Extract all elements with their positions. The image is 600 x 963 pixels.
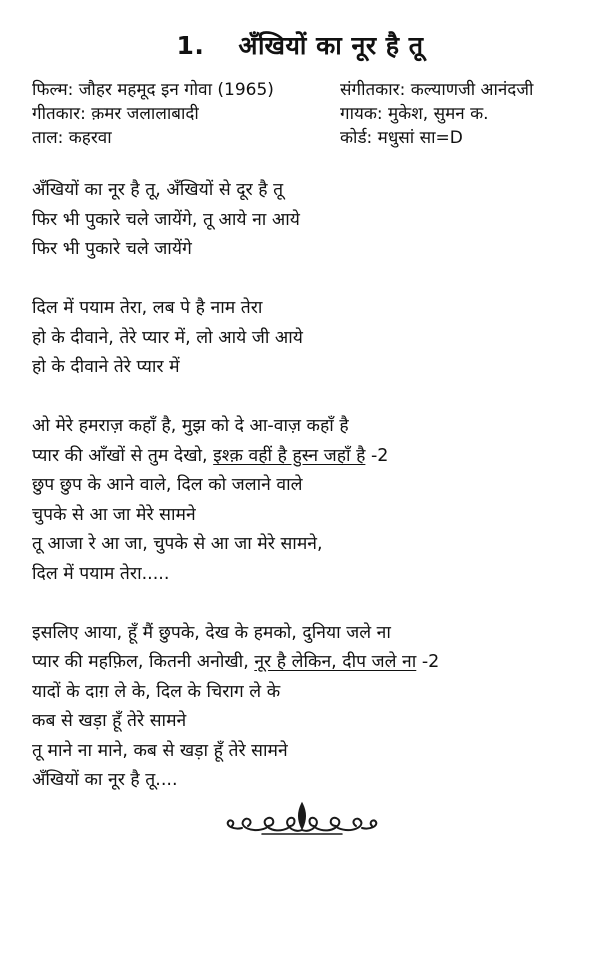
lyrics-stanza [32,176,582,265]
repeat-marker: -2 [416,652,440,672]
flourish-ornament-icon [222,800,382,840]
lyrics-line: चुपके से आ जा मेरे सामने [32,504,196,525]
lyrics-line: इसलिए आया, हूँ मैं छुपके, देख के हमको, दुनिया जले ना [32,622,391,643]
lyrics-line: अँखियों का नूर है तू.... [32,770,178,790]
lyrics-stanza [32,412,582,589]
taal-info: ताल: कहरवा [32,128,112,148]
lyrics-line: फिर भी पुकारे चले जायेंगे [32,239,192,259]
song-number: 1. [176,31,205,60]
lyricist-info: गीतकार: क़मर जलालाबादी [32,104,199,124]
lyrics-line: यादों के दाग़ ले के, दिल के चिराग ले के [32,681,281,702]
lyrics-line [32,442,582,472]
lyrics-line: हो के दीवाने, तेरे प्यार में, लो आये जी आये [32,327,303,348]
lyrics-line: अँखियों का नूर है तू, अँखियों से दूर है तू [32,180,284,200]
lyrics-line: दिल में पयाम तेरा..... [32,563,170,584]
repeat-marker: -2 [365,445,389,466]
underlined-phrase: इश्क़ वहीं है हुस्न जहाँ है [213,445,366,466]
lyrics-line: हो के दीवाने तेरे प्यार में [32,357,180,377]
singers-info: गायक: मुकेश, सुमन क. [340,104,489,124]
song-title-text: अँखियों का नूर है तू [238,31,424,60]
lyrics-line: तू आजा रे आ जा, चुपके से आ जा मेरे सामने, [32,534,323,554]
lyrics-stanza [32,294,582,383]
underlined-phrase: नूर है लेकिन, दीप जले ना [254,652,417,672]
lyrics-line: फिर भी पुकारे चले जायेंगे, तू आये ना आये [32,209,300,230]
lyrics-line-text: प्यार की आँखों से तुम देखो, [32,445,214,466]
lyrics-line: तू माने ना माने, कब से खड़ा हूँ तेरे सामने [32,740,288,761]
lyrics-line: कब से खड़ा हूँ तेरे सामने [32,711,187,731]
lyrics-body [32,176,582,825]
film-info: फिल्म: जौहर महमूद इन गोवा (1965) [32,80,274,100]
song-title [0,28,600,62]
song-meta-left [32,78,274,150]
lyrics-line: दिल में पयाम तेरा, लब पे है नाम तेरा [32,298,263,318]
composer-info: संगीतकार: कल्याणजी आनंदजी [340,80,534,100]
lyrics-stanza [32,619,582,796]
lyrics-line-text: प्यार की महफ़िल, कितनी अनोखी, [32,652,255,672]
song-meta-right [340,78,533,150]
chords-info: कोर्ड: मधुसां सा=D [340,128,463,148]
lyrics-line: ओ मेरे हमराज़ कहाँ है, मुझ को दे आ-वाज़ कहाँ है [32,416,349,436]
lyrics-line: छुप छुप के आने वाले, दिल को जलाने वाले [32,475,303,495]
lyrics-line [32,648,582,678]
